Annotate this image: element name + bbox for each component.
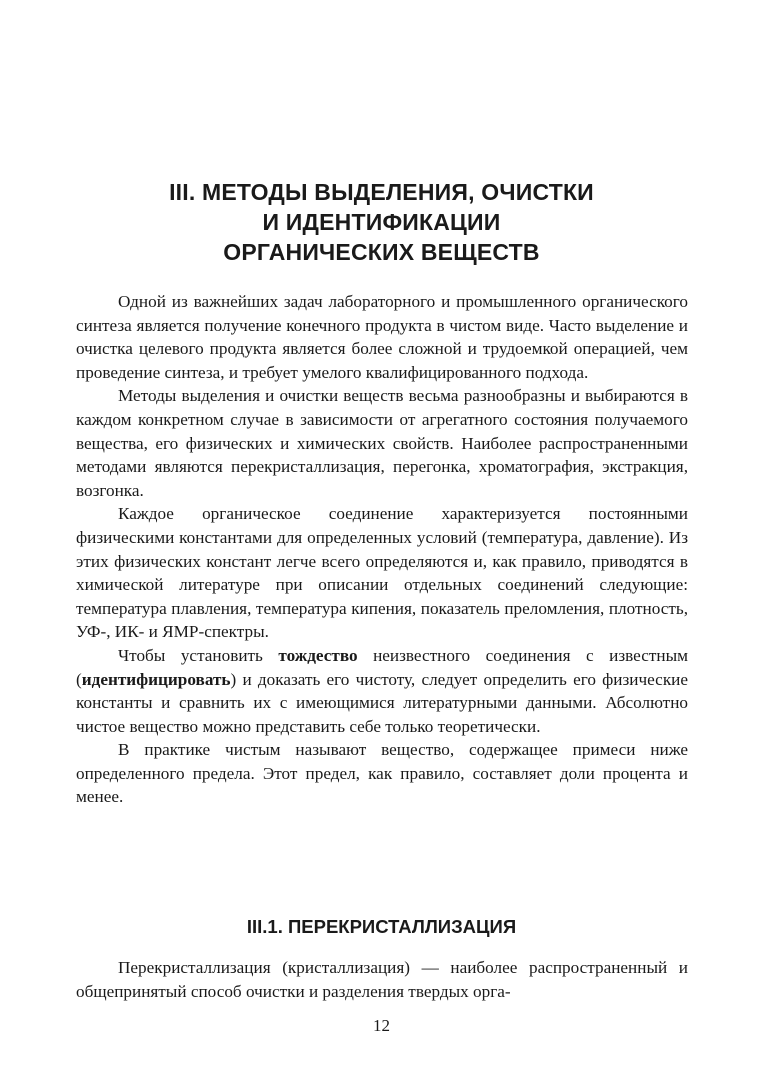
page-number: 12: [373, 1016, 390, 1035]
chapter-title-line-1: III. МЕТОДЫ ВЫДЕЛЕНИЯ, ОЧИСТКИ: [169, 179, 594, 205]
paragraph-4-text-2: неизвестного соединения с известным (: [76, 645, 688, 689]
section-body: [76, 956, 688, 1003]
term-identity: тождество: [278, 645, 358, 665]
paragraph-4-text-3: ) и доказать его чистоту, следует определить его физические константы и сравнить их с имеющимися литературными данными. Абсолютно чистое вещество можно представить себе только теоретически.: [76, 669, 688, 736]
paragraph-1: Одной из важнейших задач лабораторного и промышленного органического синтеза является получение конечного продукта в чистом виде. Часто выделение и очистка целевого продукта является более сложной и трудоемкой операцией, чем проведение синтеза, и требует умелого квалифицированного подхода.: [76, 292, 688, 382]
section-paragraph-1: Перекристаллизация (кристаллизация) — наиболее распространенный и общепринятый способ очистки и разделения твердых орга-: [76, 958, 688, 1001]
paragraph-2: Методы выделения и очистки веществ весьма разнообразны и выбираются в каждом конкретном случае в зависимости от агрегатного состояния получаемого вещества, его физических и химических свойств. Наиболее распространенными методами являются перекристаллизация, перегонка, хроматография, экстракция, возгонка.: [76, 386, 688, 500]
chapter-title: [60, 177, 703, 267]
paragraph-5: В практике чистым называют вещество, содержащее примеси ниже определенного предела. Этот предел, как правило, составляет доли процента и менее.: [76, 740, 688, 807]
term-identify: идентифицировать: [81, 669, 231, 689]
section-title: III.1. ПЕРЕКРИСТАЛЛИЗАЦИЯ: [246, 916, 517, 937]
paragraph-3: Каждое органическое соединение характеризуется постоянными физическими константами для определенных условий (температура, давление). Из этих физических констант легче всего определяются и, как правило, приводятся в химической литературе при описании отдельных соединений следующие: температура плавления, температура кипения, показатель преломления, плотность, УФ-, ИК- и ЯМР-спектры.: [76, 504, 688, 642]
chapter-body: [76, 290, 688, 809]
paragraph-4-text-1: Чтобы установить: [118, 645, 279, 665]
chapter-title-line-3: ОРГАНИЧЕСКИХ ВЕЩЕСТВ: [223, 239, 540, 265]
chapter-title-line-2: И ИДЕНТИФИКАЦИИ: [262, 209, 501, 235]
paragraph-4: [76, 644, 688, 738]
